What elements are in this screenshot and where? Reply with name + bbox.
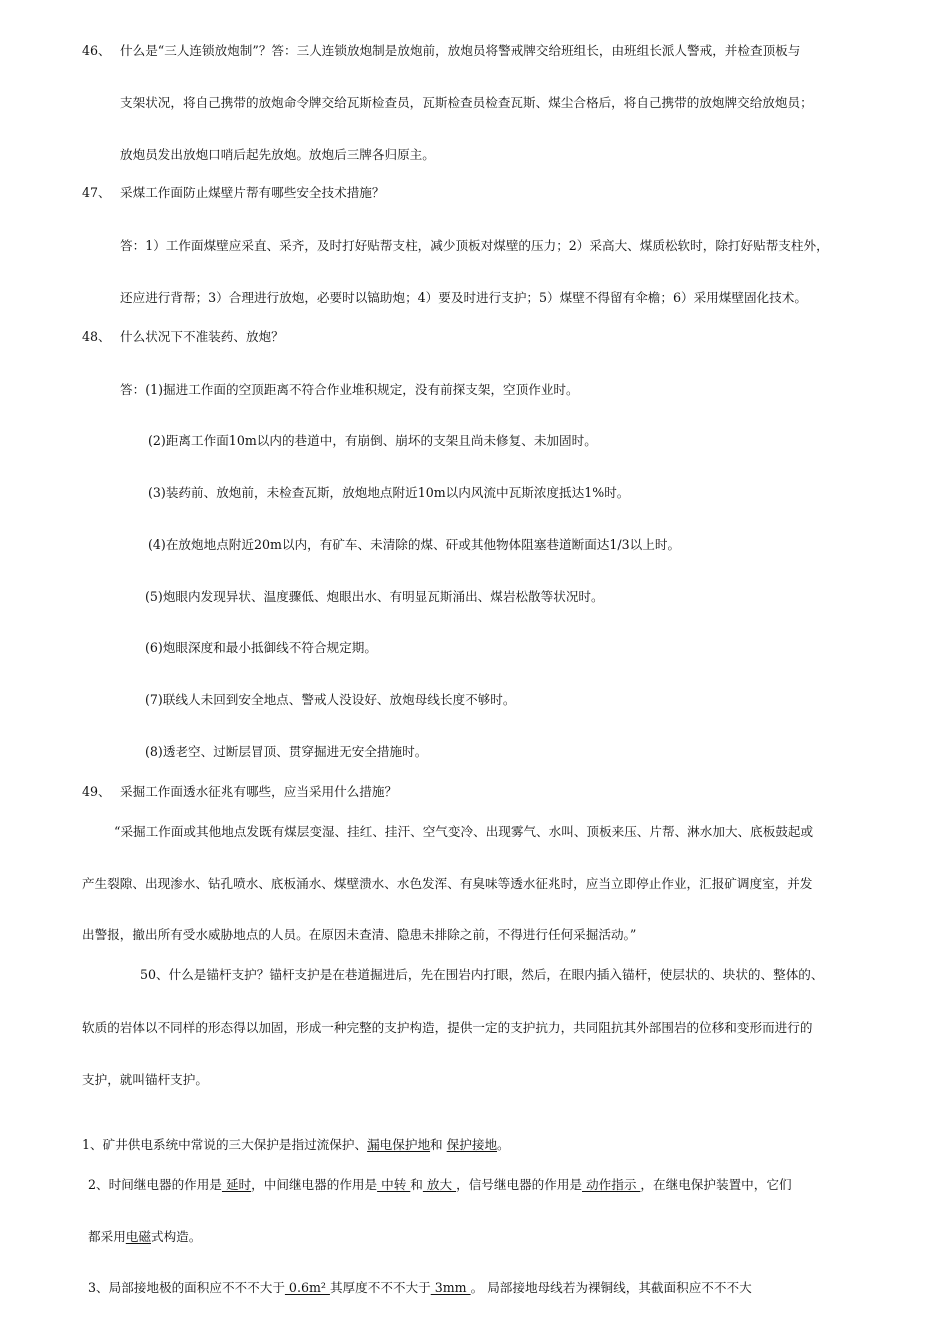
q48-answer-5: (5)炮眼内发现异状、温度骤低、炮眼出水、有明显瓦斯涌出、煤岩松散等状况时。 [145, 589, 604, 604]
fill-in-3-text-2: 。 局部接地母线若为裸铜线，其截面积应不不不大 [470, 1280, 752, 1295]
q49-answer-1: “采掘工作面或其他地点发既有煤层变湿、挂红、挂汗、空气变冷、出现雾气、水叫、顶板来压、片帮、淋水加大、底板鼓起或 [114, 824, 814, 839]
q49-question-text: 采掘工作面透水征兆有哪些，应当采用什么措施？ [120, 784, 398, 799]
fill-in-2-blank-4: 动作指示 [582, 1177, 641, 1192]
fill-in-1-blank-2: 保护接地 [446, 1137, 498, 1152]
q50-line-3: 支护，就叫锚杆支护。 [82, 1072, 208, 1087]
fill-in-2-blank-2: 中转 [377, 1177, 411, 1192]
fill-in-2-blank-3: 放大 [422, 1177, 457, 1192]
fill-in-1-blank-1: 漏电保护地 [367, 1137, 431, 1152]
fill-in-3-text-1: 其厚度不不不大于 [329, 1280, 431, 1295]
fill-in-2-text-2: 和 [410, 1177, 423, 1192]
fill-in-1-end: 。 [497, 1137, 510, 1152]
q49-answer-2: 产生裂隙、出现渗水、钻孔喷水、底板涌水、煤壁溃水、水色发浑、有臭味等透水征兆时，应当立即停止作业，汇报矿调度室，并发 [82, 876, 813, 891]
fill-in-2-blank-1: 延时 [221, 1177, 252, 1192]
q47-answer-line-2: 还应进行背帮；3）合理进行放炮，必要时以镐助炮；4）要及时进行支护；5）煤壁不得留有伞檐；6）采用煤壁固化技术。 [120, 290, 807, 305]
q46-text-1: 什么是“三人连锁放炮制”？答：三人连锁放炮制是放炮前，放炮员将警戒牌交给班组长，由班组长派人警戒，并检查顶板与 [120, 43, 801, 58]
q48-answer-7: (7)联线人未回到安全地点、警戒人没设好、放炮母线长度不够时。 [145, 692, 516, 707]
fill-in-2-line-1 [88, 1177, 792, 1193]
q48-number: 48、 [82, 329, 111, 344]
fill-in-2-blank-5: 电磁 [125, 1229, 151, 1244]
q47-question [82, 185, 384, 201]
q47-question-text: 采煤工作面防止煤壁片帮有哪些安全技术措施？ [120, 185, 385, 200]
q48-answer-1: 答：(1)掘进工作面的空顶距离不符合作业堆积规定，没有前探支架，空顶作业时。 [120, 382, 579, 397]
q48-answer-6: (6)炮眼深度和最小抵御线不符合规定期。 [145, 640, 377, 655]
fill-in-2-text-1: ，中间继电器的作用是 [251, 1177, 378, 1192]
q46-line-3: 放炮员发出放炮口哨后起先放炮。放炮后三牌各归原主。 [120, 147, 435, 162]
fill-in-3-blank-2: 3mm [430, 1280, 471, 1295]
q48-answer-8: (8)透老空、过断层冒顶、贯穿掘进无安全措施时。 [145, 744, 428, 759]
q47-number: 47、 [82, 185, 111, 200]
fill-in-3-blank-1: 0.6m² [284, 1280, 330, 1295]
fill-in-1-middle: 和 [430, 1137, 447, 1152]
fill-in-3 [88, 1280, 752, 1296]
fill-in-2-line-2-prefix: 都采用 [88, 1229, 126, 1244]
fill-in-1 [82, 1137, 510, 1153]
q48-answer-2: (2)距离工作面10m以内的巷道中，有崩倒、崩坏的支架且尚未修复、未加固时。 [148, 433, 597, 448]
q48-answer-3: (3)装药前、放炮前，未检查瓦斯，放炮地点附近10m以内风流中瓦斯浓度抵达1%时。 [148, 485, 630, 500]
q48-answer-4: (4)在放炮地点附近20m以内，有矿车、未清除的煤、矸或其他物体阻塞巷道断面达1/3以上时。 [148, 537, 681, 552]
q47-answer-line-1: 答：1）工作面煤壁应采直、采齐，及时打好贴帮支柱，减少顶板对煤壁的压力；2）采高大、煤质松软时，除打好贴帮支柱外， [120, 238, 829, 253]
q48-question-text: 什么状况下不准装药、放炮？ [120, 329, 284, 344]
fill-in-1-prefix: 1、矿井供电系统中常说的三大保护是指过流保护、 [82, 1137, 368, 1152]
q50-line-2: 软质的岩体以不同样的形态得以加固，形成一种完整的支护构造，提供一定的支护抗力，共同阻抗其外部围岩的位移和变形而进行的 [82, 1020, 813, 1035]
q46-number: 46、 [82, 43, 111, 58]
q49-answer-3: 出警报，撤出所有受水威胁地点的人员。在原因未查清、隐患未排除之前，不得进行任何采掘活动。” [82, 927, 637, 942]
q46-line-1 [82, 43, 800, 59]
fill-in-2-line-2-end: 式构造。 [150, 1229, 202, 1244]
fill-in-2-line-2 [88, 1229, 201, 1245]
fill-in-2-text-3: ，信号继电器的作用是 [456, 1177, 583, 1192]
q50-line-1: 50、什么是锚杆支护？锚杆支护是在巷道掘进后，先在围岩内打眼，然后，在眼内插入锚杆，使层状的、块状的、整体的、 [140, 967, 824, 982]
fill-in-2-prefix: 2、时间继电器的作用是 [88, 1177, 222, 1192]
q49-question [82, 784, 397, 800]
fill-in-3-prefix: 3、局部接地极的面积应不不不大于 [88, 1280, 285, 1295]
q48-question [82, 329, 284, 345]
fill-in-2-text-4: ，在继电保护装置中，它们 [640, 1177, 792, 1192]
q46-line-2: 支架状况，将自己携带的放炮命令牌交给瓦斯检查员，瓦斯检查员检查瓦斯、煤尘合格后，将自己携带的放炮牌交给放炮员； [120, 95, 813, 110]
q49-number: 49、 [82, 784, 111, 799]
